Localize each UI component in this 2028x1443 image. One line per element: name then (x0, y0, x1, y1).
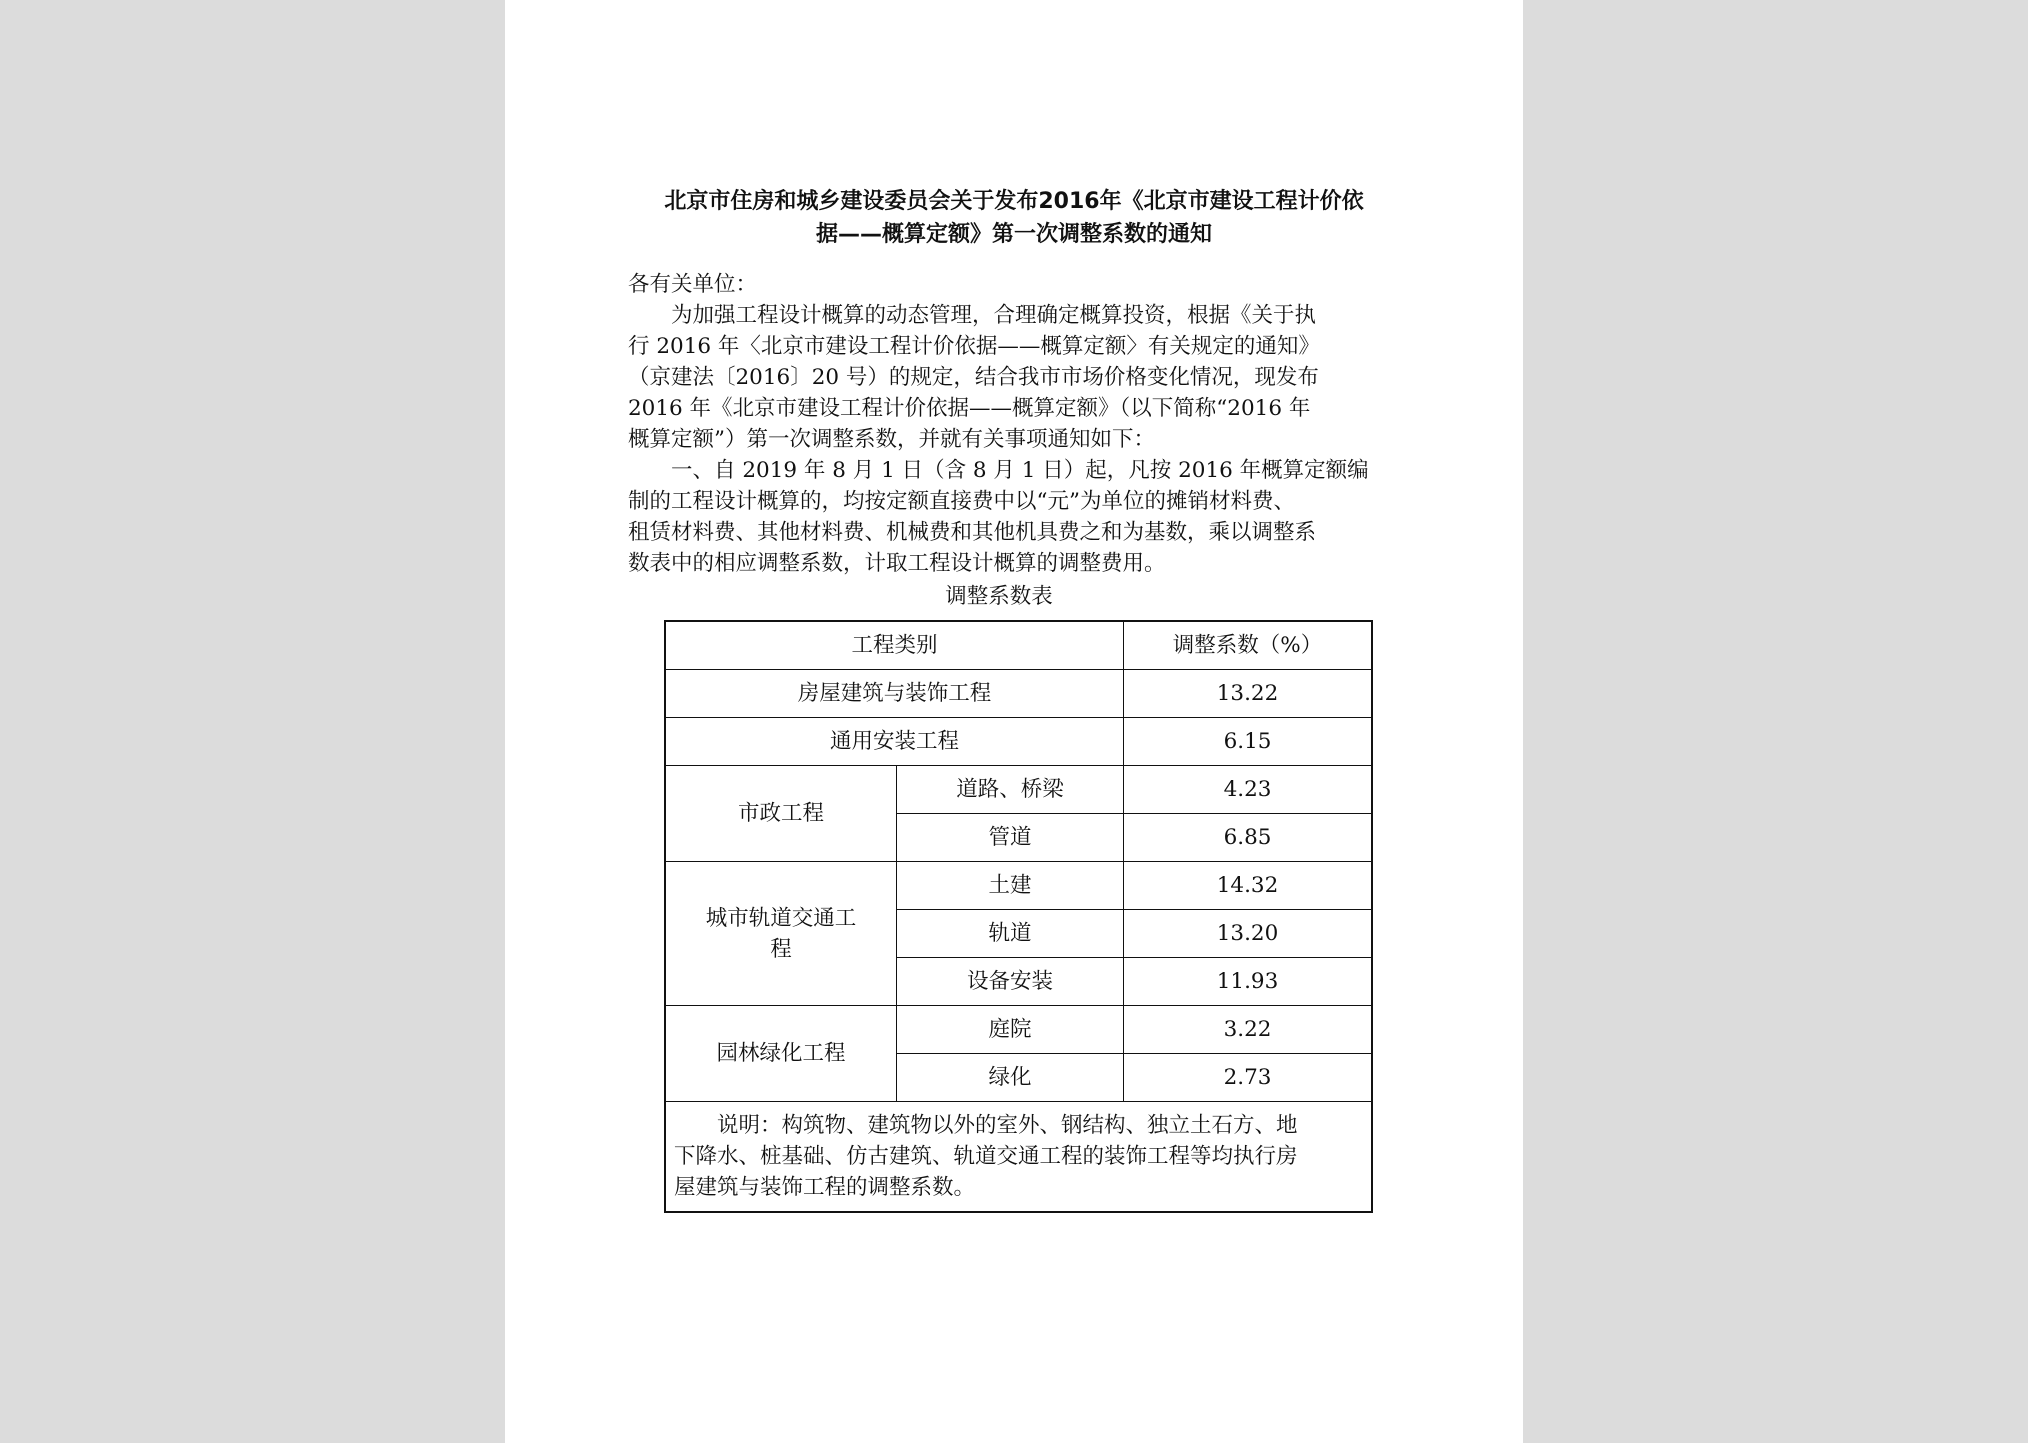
paragraph-line: 行 2016 年〈北京市建设工程计价依据——概算定额〉有关规定的通知》 (628, 334, 1320, 359)
header-category: 工程类别 (665, 621, 1124, 670)
note-line: 屋建筑与装饰工程的调整系数。 (674, 1175, 976, 1200)
adjustment-coefficient-table (664, 620, 1373, 1213)
subcategory-cell: 管道 (897, 814, 1124, 862)
paragraph-line: 制的工程设计概算的，均按定额直接费中以“元”为单位的摊销材料费、 (628, 489, 1295, 514)
note-line: 说明：构筑物、建筑物以外的室外、钢结构、独立土石方、地 (674, 1113, 1298, 1138)
table-row (665, 1006, 1372, 1054)
coefficient-cell: 6.85 (1124, 814, 1373, 862)
category-group-cell: 市政工程 (665, 766, 897, 862)
document-page (505, 0, 1523, 1443)
subcategory-cell: 设备安装 (897, 958, 1124, 1006)
table-row (665, 670, 1372, 718)
paragraph-line: 2016 年《北京市建设工程计价依据——概算定额》（以下简称“2016 年 (628, 396, 1311, 421)
coefficient-cell: 3.22 (1124, 1006, 1373, 1054)
title-line: 据——概算定额》第一次调整系数的通知 (815, 222, 1212, 247)
category-cell: 通用安装工程 (665, 718, 1124, 766)
paragraph-line: 概算定额”）第一次调整系数，并就有关事项通知如下： (628, 427, 1155, 452)
paragraph-line: 数表中的相应调整系数，计取工程设计概算的调整费用。 (628, 551, 1166, 576)
table-note-row (665, 1102, 1372, 1213)
table-row (665, 718, 1372, 766)
document-content (628, 185, 1400, 1213)
subcategory-cell: 绿化 (897, 1054, 1124, 1102)
table-header-row (665, 621, 1372, 670)
header-coefficient: 调整系数（%） (1124, 621, 1373, 670)
title-line: 北京市住房和城乡建设委员会关于发布2016年《北京市建设工程计价依 (664, 189, 1364, 214)
table-caption: 调整系数表 (945, 584, 1053, 609)
coefficient-cell: 13.22 (1124, 670, 1373, 718)
paragraph-line: 为加强工程设计概算的动态管理，合理确定概算投资，根据《关于执 (628, 303, 1317, 328)
paragraph-1 (628, 300, 1400, 455)
paragraph-2 (628, 455, 1400, 579)
coefficient-cell: 11.93 (1124, 958, 1373, 1006)
salutation: 各有关单位： (628, 272, 758, 297)
coefficient-cell: 6.15 (1124, 718, 1373, 766)
paragraph-line: 租赁材料费、其他材料费、机械费和其他机具费之和为基数，乘以调整系 (628, 520, 1317, 545)
category-cell: 房屋建筑与装饰工程 (665, 670, 1124, 718)
coefficient-cell: 4.23 (1124, 766, 1373, 814)
paragraph-line: 一、自 2019 年 8 月 1 日（含 8 月 1 日）起，凡按 2016 年概算定额编 (628, 458, 1369, 483)
category-group-cell: 园林绿化工程 (665, 1006, 897, 1102)
coefficient-cell: 13.20 (1124, 910, 1373, 958)
category-group-cell (665, 862, 897, 1006)
note-line: 下降水、桩基础、仿古建筑、轨道交通工程的装饰工程等均执行房 (674, 1144, 1298, 1169)
coefficient-cell: 14.32 (1124, 862, 1373, 910)
subcategory-cell: 土建 (897, 862, 1124, 910)
subcategory-cell: 轨道 (897, 910, 1124, 958)
category-label-line: 城市轨道交通工 (705, 905, 857, 931)
document-title (628, 185, 1400, 251)
table-row (665, 766, 1372, 814)
subcategory-cell: 道路、桥梁 (897, 766, 1124, 814)
table-row (665, 862, 1372, 910)
table-note (665, 1102, 1372, 1213)
category-label-line: 程 (770, 936, 792, 962)
coefficient-cell: 2.73 (1124, 1054, 1373, 1102)
document-body (628, 269, 1400, 1213)
paragraph-line: （京建法〔2016〕20 号）的规定，结合我市市场价格变化情况，现发布 (628, 365, 1319, 390)
subcategory-cell: 庭院 (897, 1006, 1124, 1054)
